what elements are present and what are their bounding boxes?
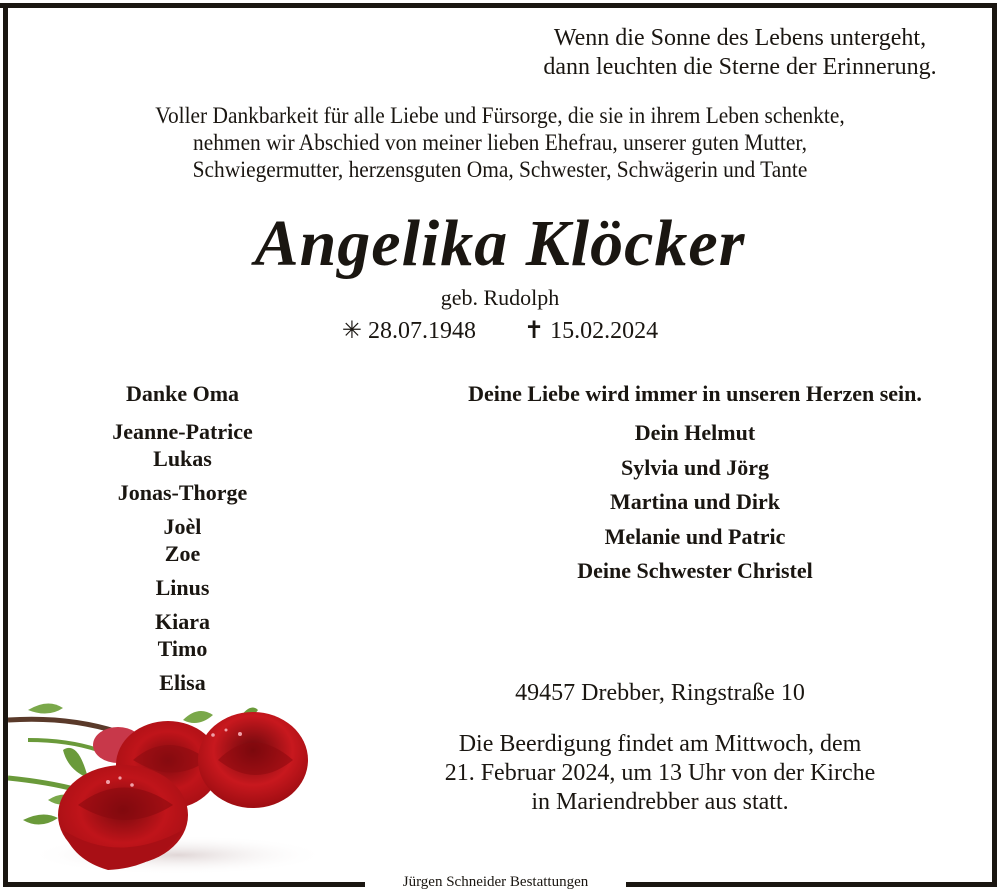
- birth-star-icon: ✳: [341, 318, 362, 344]
- family-member: Deine Schwester Christel: [577, 558, 813, 583]
- intro-text: [72, 102, 928, 183]
- grandchild-group: [60, 479, 305, 506]
- intro-line: Voller Dankbarkeit für alle Liebe und Fürsorge, die sie in ihrem Leben schenkte,: [155, 103, 845, 128]
- grandchild-name: Joèl: [163, 514, 202, 539]
- funeral-line: in Mariendrebber aus statt.: [531, 789, 789, 815]
- grandchild-name: Linus: [155, 575, 210, 600]
- intro-line: nehmen wir Abschied von meiner lieben Ehefrau, unserer guten Mutter,: [193, 130, 807, 155]
- maiden-name: geb. Rudolph: [440, 285, 560, 310]
- grandchild-name: Kiara: [155, 609, 210, 634]
- grandchild-name: Jeanne-Patrice: [112, 419, 253, 444]
- death-date: 15.02.2024: [550, 318, 659, 344]
- frame-border-bottom-left: [3, 882, 365, 887]
- undertaker-credit: Jürgen Schneider Bestattungen: [402, 874, 589, 890]
- grandchildren-heading: Danke Oma: [125, 381, 240, 406]
- frame-border-bottom-right: [626, 882, 997, 887]
- frame-border-top: [0, 3, 997, 8]
- grandchild-name: Elisa: [159, 670, 206, 695]
- red-roses-image: [8, 690, 338, 882]
- grandchild-name: Lukas: [153, 446, 212, 471]
- deceased-name: Angelika Klöcker: [254, 207, 746, 280]
- frame-border-right: [992, 3, 997, 887]
- funeral-line: Die Beerdigung findet am Mittwoch, dem: [458, 731, 862, 757]
- grandchild-name: Timo: [157, 636, 208, 661]
- grandchild-name: Jonas-Thorge: [117, 480, 248, 505]
- grandchild-group: [60, 574, 305, 601]
- grandchildren-list: [60, 378, 305, 696]
- grandchild-group: [60, 513, 305, 567]
- motto-line: dann leuchten die Sterne der Erinnerung.: [543, 54, 937, 80]
- motto-line: Wenn die Sonne des Lebens untergeht,: [553, 25, 927, 51]
- family-member: Martina und Dirk: [610, 489, 780, 514]
- motto-quote: [500, 24, 980, 82]
- birth-date: 28.07.1948: [368, 318, 476, 344]
- family-address: 49457 Drebber, Ringstraße 10: [515, 680, 805, 706]
- family-member: Melanie und Patric: [604, 523, 786, 549]
- family-list: [400, 378, 990, 589]
- funeral-notice: [420, 730, 900, 817]
- family-heading: Deine Liebe wird immer in unseren Herzen sein.: [468, 381, 922, 406]
- life-dates: [300, 316, 700, 346]
- intro-line: Schwiegermutter, herzensguten Oma, Schwester, Schwägerin und Tante: [192, 157, 808, 182]
- grandchild-name: Zoe: [164, 541, 201, 566]
- grandchild-group: [60, 418, 305, 472]
- family-member: Sylvia und Jörg: [621, 454, 769, 480]
- grandchild-group: [60, 608, 305, 662]
- family-member: Dein Helmut: [634, 420, 756, 445]
- death-cross-icon: ✝: [524, 318, 545, 344]
- funeral-line: 21. Februar 2024, um 13 Uhr von der Kirche: [444, 760, 876, 786]
